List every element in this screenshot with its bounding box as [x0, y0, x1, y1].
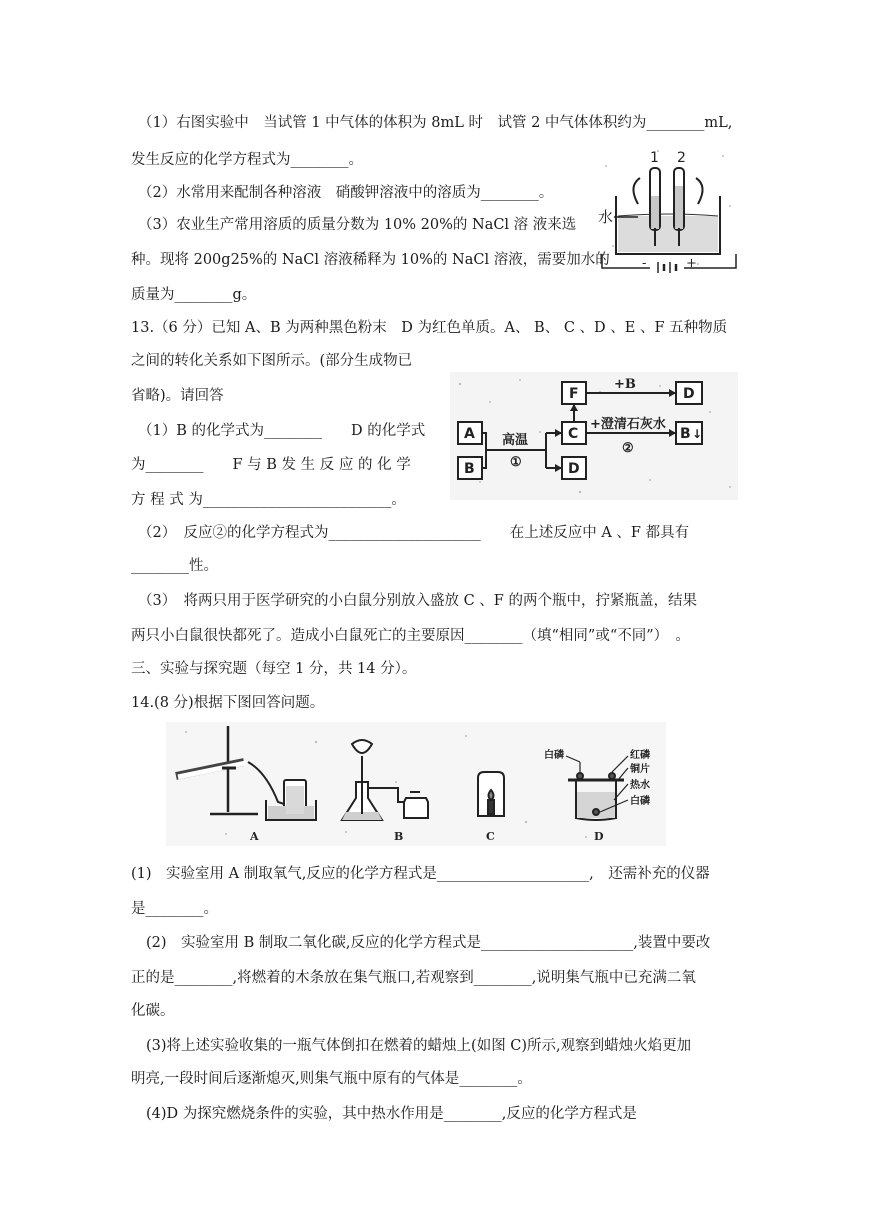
q13-stem-line3: 省略)。请回答 [131, 388, 224, 404]
precipitate-arrow: ↓ [692, 427, 703, 441]
condition-high-temp: 高温 [502, 433, 529, 448]
node-d-bottom: D [568, 461, 580, 477]
q13-part2-line2: ________性。 [131, 558, 218, 574]
q13-part1-line1: （1）B 的化学式为________ D 的化学式 [138, 423, 426, 439]
node-b-precipitate: B [680, 426, 691, 442]
reaction-1-label: ① [510, 455, 522, 470]
node-a: A [464, 426, 475, 442]
q14-part4-line1: (4)D 为探究燃烧条件的实验，其中热水作用是________,反应的化学方程式是 [146, 1106, 637, 1122]
q14-part2-line2: 正的是________,将燃着的木条放在集气瓶口,若观察到________,说明集气瓶中已充满二氧 [131, 970, 696, 986]
q14-part2-line3: 化碳。 [131, 1003, 175, 1019]
section-three-heading: 三、实验与探究题（每空 1 分，共 14 分）。 [131, 661, 417, 677]
q14-part3-line2: 明亮,一段时间后逐渐熄灭,则集气瓶中原有的气体是________。 [131, 1071, 532, 1087]
node-b: B [464, 461, 475, 477]
red-phosphorus-label: 红磷 [630, 750, 650, 761]
q13-part3-line1: （3） 将两只用于医学研究的小白鼠分别放入盛放 C 、F 的两个瓶中，拧紧瓶盖，结果 [138, 593, 697, 609]
tube-2-label: 2 [677, 150, 686, 166]
q14-part3-line1: (3)将上述实验收集的一瓶气体倒扣在燃着的蜡烛上(如图 C)所示,观察到蜡烛火焰更加 [146, 1038, 692, 1054]
apparatus-b-label: B [394, 830, 404, 843]
apparatus-figure [166, 722, 666, 846]
q13-part1-line3: 方 程 式 为__________________________。 [131, 492, 406, 508]
q14-stem: 14.(8 分)根据下图回答问题。 [131, 695, 325, 711]
electrolysis-figure [598, 146, 740, 274]
white-phosphorus-bottom-label: 白磷 [630, 796, 650, 807]
q13-stem-line1: 13.（6 分）已知 A、B 为两种黑色粉末 D 为红色单质。A、 B、 C 、D 、E 、F 五种物质 [131, 320, 728, 336]
q13-part2-line1: （2） 反应②的化学方程式为_____________________ 在上述反应中 A 、F 都具有 [138, 525, 690, 541]
q12-part2-line: （2）水常用来配制各种溶液 硝酸钾溶液中的溶质为________。 [138, 185, 554, 201]
q13-stem-line2: 之间的转化关系如下图所示。(部分生成物已 [131, 353, 413, 369]
q12-part1-line2: 发生反应的化学方程式为________。 [131, 152, 363, 168]
q12-part3-line2: 种。现将 200g25%的 NaCl 溶液稀释为 10%的 NaCl 溶液，需要加水的 [131, 252, 610, 268]
limewater-label: +澄清石灰水 [590, 417, 666, 432]
q12-part3-line3: 质量为________g。 [131, 287, 257, 303]
apparatus-c-label: C [486, 830, 495, 843]
q12-part3-line1: （3）农业生产常用溶质的质量分数为 10% 20%的 NaCl 溶 液来选 [138, 217, 577, 233]
negative-terminal-label: - [642, 256, 647, 271]
hot-water-label: 热水 [630, 780, 650, 791]
apparatus-d-label: D [594, 830, 604, 843]
node-c: C [568, 426, 579, 442]
q14-part2-line1: (2) 实验室用 B 制取二氧化碳,反应的化学方程式是_____________________,装置中要改 [146, 935, 711, 951]
conversion-flowchart [450, 372, 738, 500]
plus-b-label: +B [614, 377, 636, 392]
q14-part1-line1: (1) 实验室用 A 制取氧气,反应的化学方程式是_____________________, 还需补充的仪器 [131, 866, 710, 882]
node-d-top: D [683, 386, 695, 402]
q12-part1-line1: （1）右图实验中 当试管 1 中气体的体积为 8mL 时 试管 2 中气体体积约为________mL, [138, 115, 733, 131]
q13-part1-line2: 为________ F 与 B 发 生 反 应 的 化 学 [131, 457, 411, 473]
q14-part1-line2: 是________。 [131, 901, 218, 917]
tube-1-label: 1 [650, 150, 659, 166]
copper-sheet-label: 铜片 [630, 764, 650, 775]
water-label: 水 [598, 208, 614, 226]
q13-part3-line2: 两只小白鼠很快都死了。造成小白鼠死亡的主要原因________（填“相同”或“不同”） 。 [131, 628, 690, 644]
node-f: F [569, 386, 579, 402]
reaction-2-label: ② [622, 441, 634, 456]
apparatus-a-label: A [250, 830, 259, 843]
white-phosphorus-top-label: 白磷 [544, 750, 564, 761]
positive-terminal-label: + [686, 256, 697, 271]
